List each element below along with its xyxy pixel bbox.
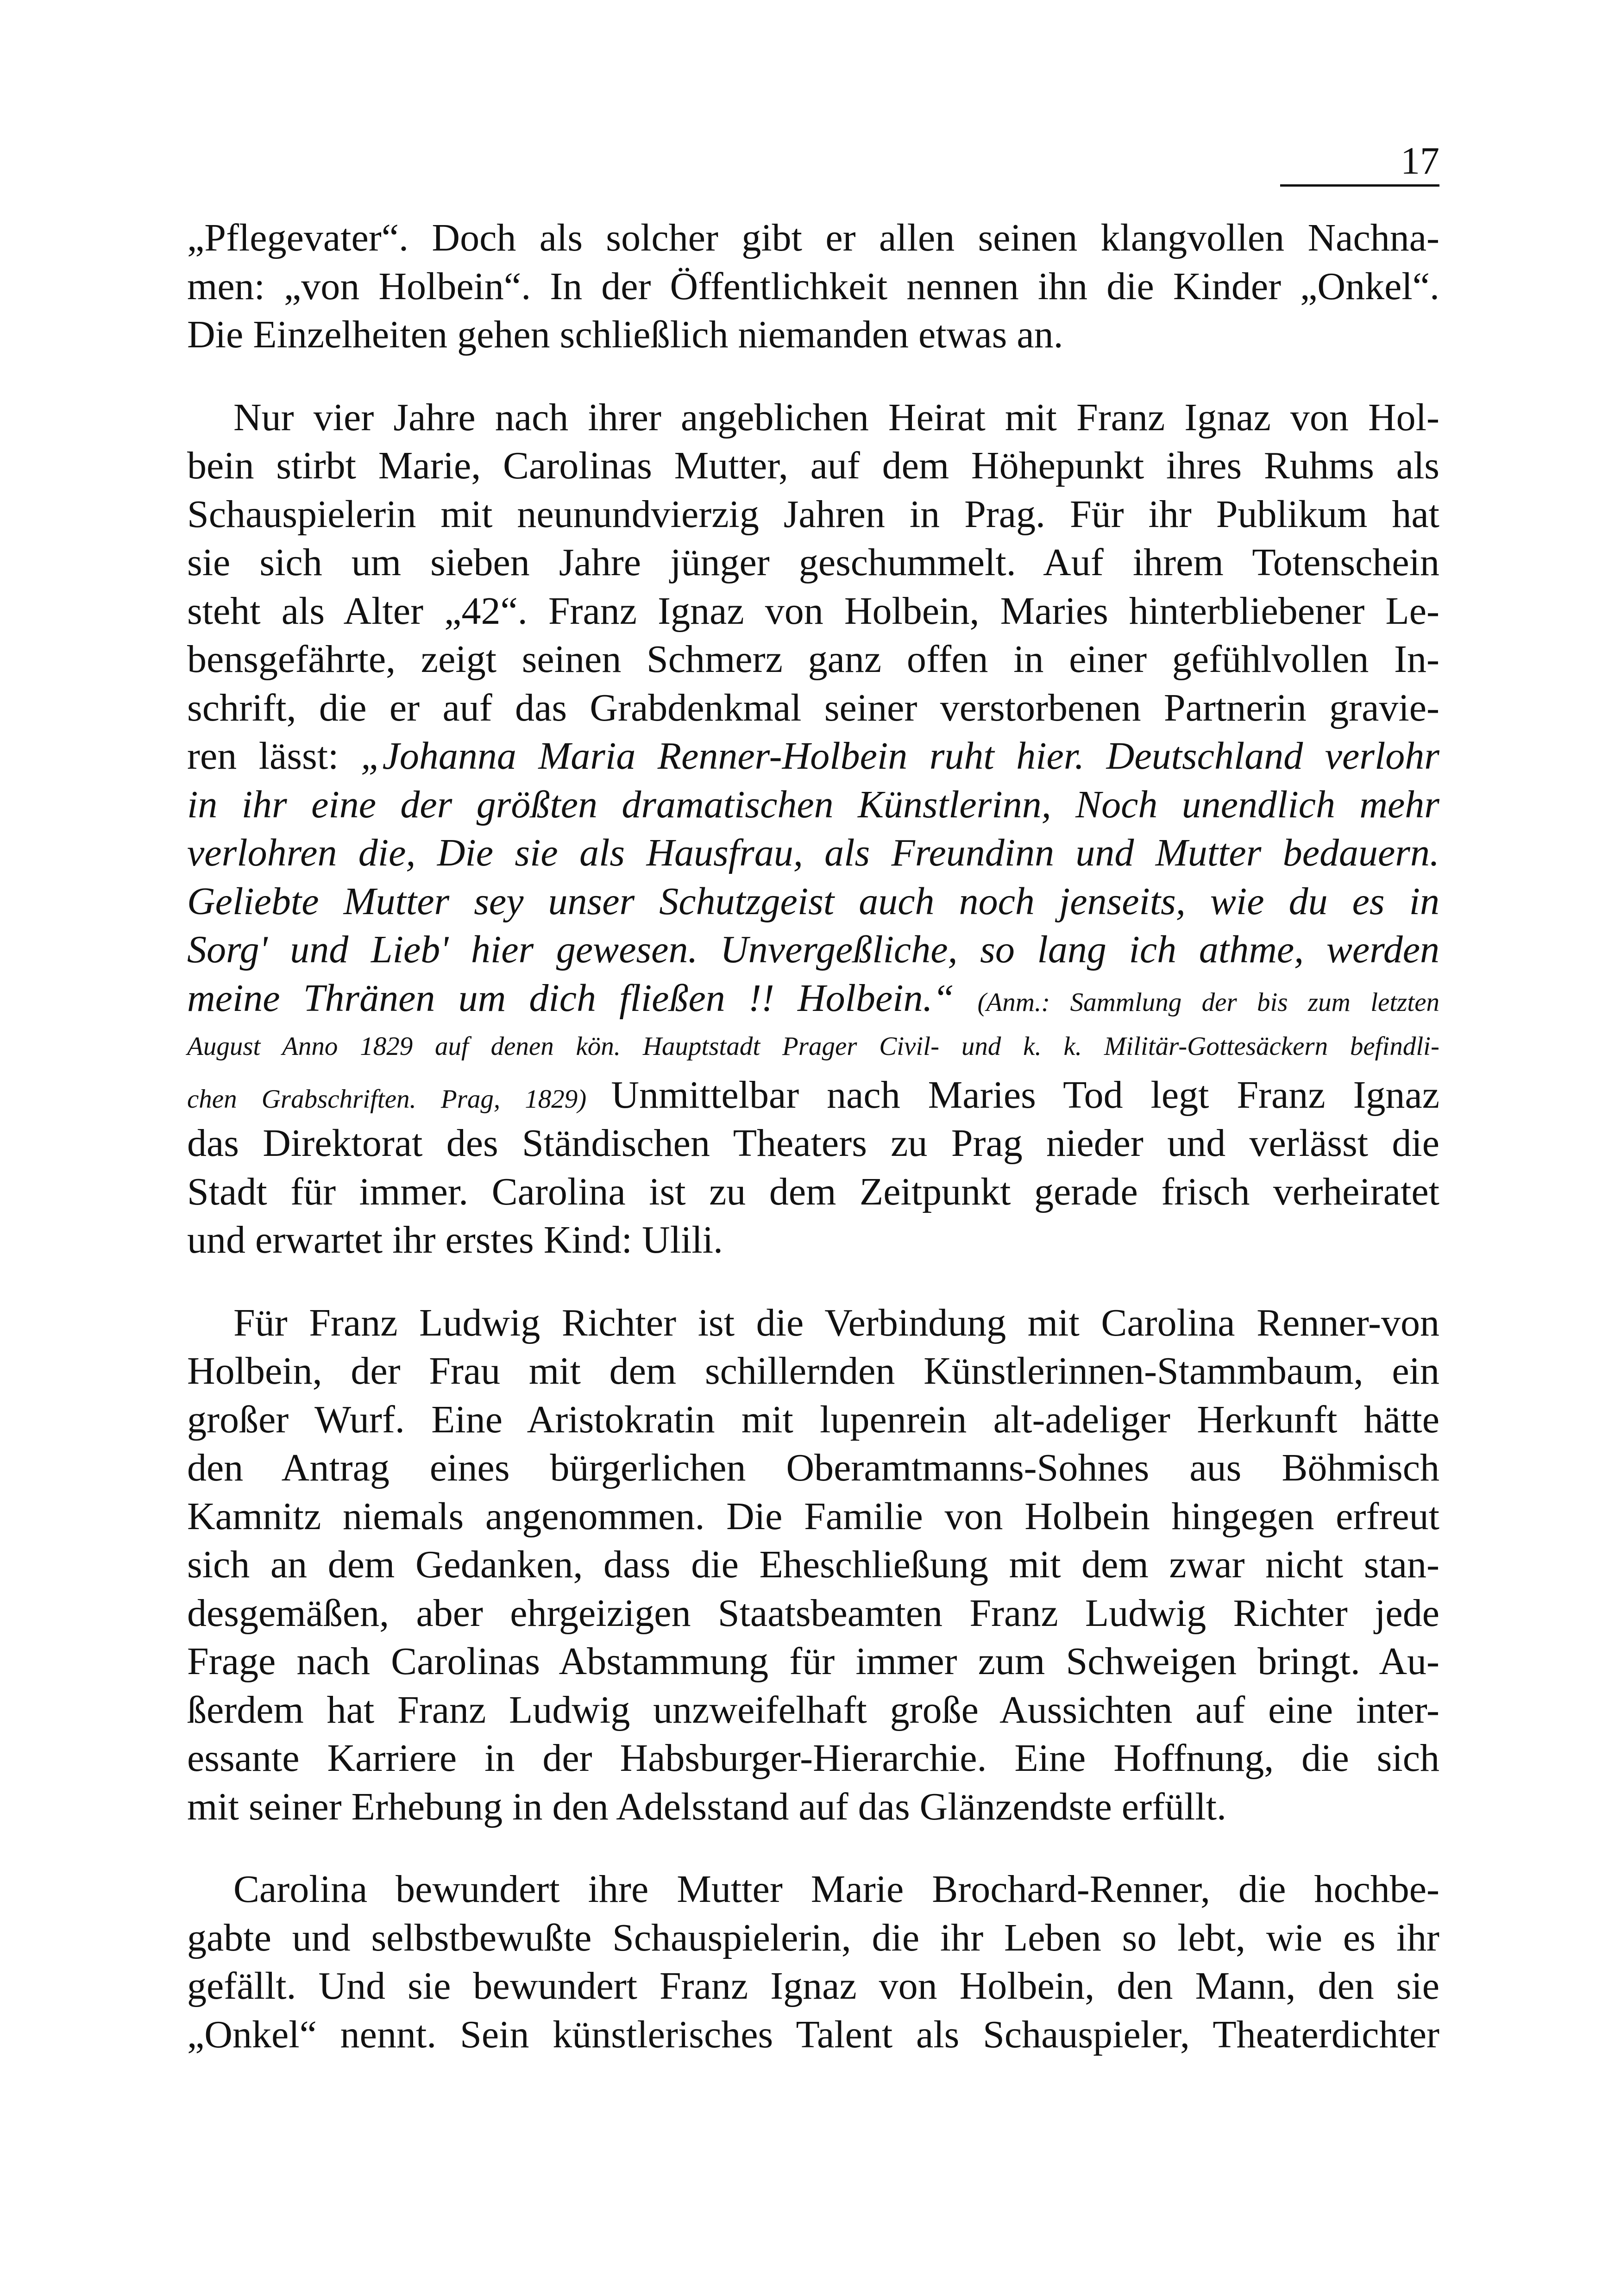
text-line: „Onkel“ nennt. Sein künstlerisches Talent als Schauspieler, Theaterdichter [187,2013,1439,2056]
text-line: essante Karriere in der Habsburger-Hierarchie. Eine Hoffnung, die sich [187,1737,1439,1780]
paragraph-2 [187,394,1439,1265]
text-line: Schauspielerin mit neunundvierzig Jahren in Prag. Für ihr Publikum hat [187,492,1439,536]
text-line: den Antrag eines bürgerlichen Oberamtmanns-Sohnes aus Böhmisch [187,1446,1439,1489]
paragraph-4 [187,1865,1439,2059]
source-note: (Anm.: Sammlung der bis zum letzten [977,987,1439,1017]
text-line: Für Franz Ludwig Richter ist die Verbindung mit Carolina Renner-von [233,1301,1439,1344]
epitaph-quote: meine Thränen um dich fließen !! Holbein.“ [187,976,978,1020]
text-line: gabte und selbstbewußte Schauspielerin, die ihr Leben so lebt, wie es ihr [187,1916,1439,1959]
text-line: mit seiner Erhebung in den Adelsstand auf das Glänzendste erfüllt. [187,1785,1227,1828]
text-line: Frage nach Carolinas Abstammung für immer zum Schweigen bringt. Au- [187,1640,1439,1683]
page-number [1280,139,1439,187]
text-line: steht als Alter „42“. Franz Ignaz von Holbein, Maries hinterbliebener Le- [187,589,1439,633]
epitaph-quote-line: Geliebte Mutter sey unser Schutzgeist auch noch jenseits, wie du es in [187,879,1439,923]
text-line: und erwartet ihr erstes Kind: Ulili. [187,1218,723,1261]
page-number-text: 17 [1401,139,1439,182]
epitaph-quote-line: in ihr eine der größten dramatischen Künstlerinn, Noch unendlich mehr [187,783,1439,826]
text-line: men: „von Holbein“. In der Öffentlichkeit nennen ihn die Kinder „Onkel“. [187,264,1439,308]
text-segment: ren lässt: [187,734,361,778]
epitaph-quote: „Johanna Maria Renner-Holbein ruht hier. Deutschland verlohr [360,734,1439,778]
text-line: bensgefährte, zeigt seinen Schmerz ganz offen in einer gefühlvollen In- [187,638,1439,681]
epitaph-quote-line: Sorg' und Lieb' hier gewesen. Unvergeßliche, so lang ich athme, werden [187,928,1439,971]
source-note: chen Grabschriften. Prag, 1829) [187,1084,611,1114]
text-line: Holbein, der Frau mit dem schillernden Künstlerinnen-Stammbaum, ein [187,1349,1439,1393]
text-line: sich an dem Gedanken, dass die Eheschließung mit dem zwar nicht stan- [187,1543,1439,1586]
text-line: Stadt für immer. Carolina ist zu dem Zeitpunkt gerade frisch verheiratet [187,1170,1439,1213]
text-line: ßerdem hat Franz Ludwig unzweifelhaft große Aussichten auf eine inter- [187,1688,1439,1731]
paragraph-3 [187,1299,1439,1832]
body-text [187,214,1439,2059]
text-line: desgemäßen, aber ehrgeizigen Staatsbeamten Franz Ludwig Richter jede [187,1591,1439,1635]
source-note-line: August Anno 1829 auf denen kön. Hauptstadt Prager Civil- und k. k. Militär-Gottesäckern befindli- [187,1032,1439,1061]
paragraph-1 [187,214,1439,359]
text-line: Kamnitz niemals angenommen. Die Familie von Holbein hingegen erfreut [187,1494,1439,1538]
text-line: Carolina bewundert ihre Mutter Marie Brochard-Renner, die hochbe- [233,1868,1439,1911]
text-line: sie sich um sieben Jahre jünger geschummelt. Auf ihrem Totenschein [187,541,1439,584]
text-line: schrift, die er auf das Grabdenkmal seiner verstorbenen Partnerin gravie- [187,686,1439,729]
text-segment: Unmittelbar nach Maries Tod legt Franz Ignaz [611,1073,1439,1117]
text-line: gefällt. Und sie bewundert Franz Ignaz von Holbein, den Mann, den sie [187,1964,1439,2007]
text-line-mixed [187,1071,1439,1120]
text-line: großer Wurf. Eine Aristokratin mit lupenrein alt-adeliger Herkunft hätte [187,1398,1439,1441]
text-line: das Direktorat des Ständischen Theaters zu Prag nieder und verlässt die [187,1122,1439,1165]
text-line: bein stirbt Marie, Carolinas Mutter, auf dem Höhepunkt ihres Ruhms als [187,444,1439,487]
text-line: Nur vier Jahre nach ihrer angeblichen Heirat mit Franz Ignaz von Hol- [233,395,1439,439]
text-line-mixed [187,974,1439,1023]
epitaph-quote-line: verlohren die, Die sie als Hausfrau, als Freundinn und Mutter bedauern. [187,831,1439,874]
text-line: „Pflegevater“. Doch als solcher gibt er allen seinen klangvollen Nachna- [187,216,1439,259]
text-line: Die Einzelheiten gehen schließlich niemanden etwas an. [187,313,1063,356]
text-line-mixed [187,732,1439,781]
